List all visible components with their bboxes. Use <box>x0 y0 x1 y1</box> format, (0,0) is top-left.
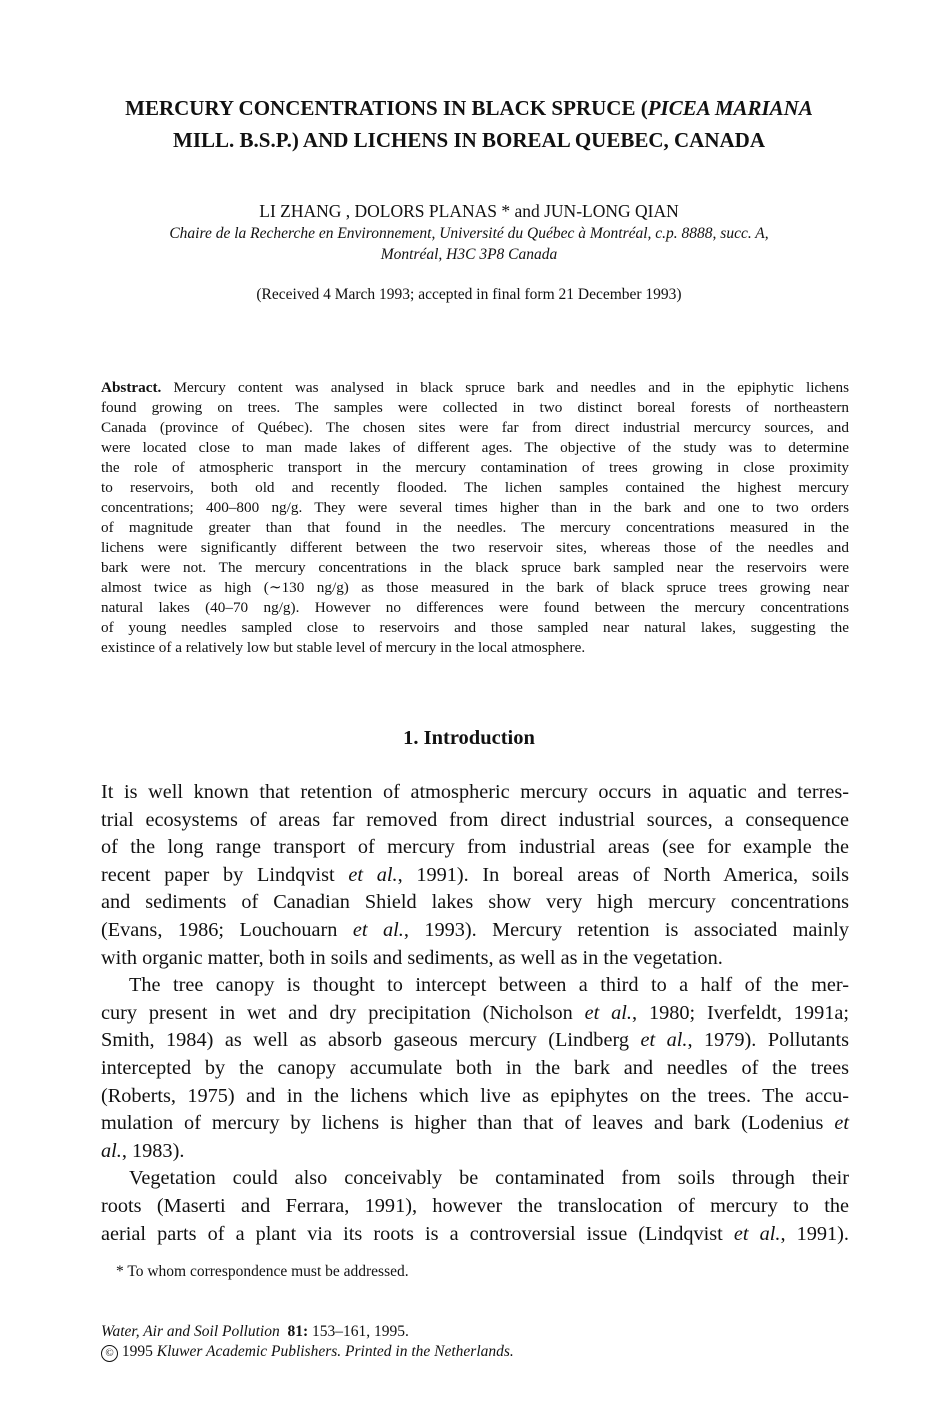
text-segment: of the long range transport of mercury from industrial areas (see for example the <box>101 836 849 859</box>
text-segment: Canada (province of Québec). The chosen sites were far from direct industrial mercurcy sources, and <box>101 419 849 436</box>
affiliation-line-1: Chaire de la Recherche en Environnement, Université du Québec à Montréal, c.p. 8888, succ. A, <box>169 225 769 242</box>
text-segment: , 1993). Mercury retention is associated mainly <box>403 918 849 941</box>
text-segment: (Evans, 1986; Louchouarn <box>101 918 353 941</box>
journal-info <box>101 1322 514 1362</box>
text-segment: et al. <box>348 863 398 886</box>
text-segment: Mercury content was analysed in black spruce bark and needles and in the epiphytic lichens <box>161 379 849 396</box>
text-segment: bark were not. The mercury concentrations in the black spruce bark sampled near the reservoirs were <box>101 559 849 576</box>
text-line <box>101 1083 849 1111</box>
text-line <box>101 1000 849 1028</box>
text-line <box>101 1027 849 1055</box>
text-segment: (Roberts, 1975) and in the lichens which live as epiphytes on the trees. The accu- <box>101 1084 849 1107</box>
text-segment: to reservoirs, both old and recently flooded. The lichen samples contained the highest mercury <box>101 479 849 496</box>
text-segment: cury present in wet and dry precipitation (Nicholson <box>101 1001 585 1024</box>
text-line <box>101 478 849 498</box>
text-segment: Vegetation could also conceivably be contaminated from soils through their <box>129 1167 849 1190</box>
text-segment: , 1991). <box>780 1222 849 1245</box>
text-segment: It is well known that retention of atmospheric mercury occurs in aquatic and terres- <box>101 781 849 803</box>
text-line <box>101 945 849 973</box>
text-line <box>101 1193 849 1221</box>
text-segment: concentrations; 400–800 ng/g. They were several times higher than in the bark and one to two orders <box>101 499 849 516</box>
text-segment: , 1991). In boreal areas of North America, soils <box>397 863 849 886</box>
text-segment: roots (Maserti and Ferrara, 1991), however the translocation of mercury to the <box>101 1194 849 1217</box>
text-segment: trial ecosystems of areas far removed from direct industrial sources, a consequence <box>101 808 849 831</box>
text-line <box>101 1055 849 1083</box>
text-segment: almost twice as high (∼130 ng/g) as those measured in the bark of black spruce trees growing near <box>101 579 849 596</box>
text-line <box>101 638 849 658</box>
text-segment: et al. <box>640 1029 688 1052</box>
title-line-1: MERCURY CONCENTRATIONS IN BLACK SPRUCE ( <box>125 96 648 120</box>
received-dates: (Received 4 March 1993; accepted in final form 21 December 1993) <box>256 286 682 303</box>
text-segment: et al. <box>584 1001 632 1024</box>
text-line <box>101 458 849 478</box>
text-line <box>101 418 849 438</box>
text-line <box>101 518 849 538</box>
text-segment: et al. <box>733 1222 781 1245</box>
text-line <box>101 862 849 890</box>
text-segment: natural lakes (40–70 ng/g). However no differences were found between the mercury concentrations <box>101 599 849 616</box>
text-segment: with organic matter, both in soils and sediments, as well as in the vegetation. <box>101 946 723 969</box>
authors: LI ZHANG , DOLORS PLANAS * and JUN-LONG QIAN <box>259 201 679 221</box>
text-segment: Abstract. <box>101 379 162 396</box>
text-segment: Smith, 1984) as well as absorb gaseous mercury (Lindberg <box>101 1029 641 1052</box>
text-line <box>101 779 849 807</box>
text-line <box>101 889 849 917</box>
text-line <box>101 598 849 618</box>
text-line <box>101 1165 849 1193</box>
affiliation <box>0 223 938 265</box>
journal-pages: 153–161, 1995. <box>308 1323 409 1340</box>
copyright-icon: © <box>101 1345 118 1362</box>
section-heading: 1. Introduction <box>403 727 535 749</box>
text-line <box>101 1221 849 1249</box>
text-line <box>101 917 849 945</box>
text-segment: al. <box>101 1139 122 1162</box>
publisher: Kluwer Academic Publishers. Printed in the Netherlands. <box>156 1343 514 1360</box>
text-line <box>101 558 849 578</box>
title-species: PICEA MARIANA <box>647 96 813 120</box>
text-segment: et <box>834 1112 849 1135</box>
text-line <box>101 972 849 1000</box>
text-segment: existince of a relatively low but stable level of mercury in the local atmosphere. <box>101 639 586 656</box>
text-line <box>101 834 849 862</box>
title-line-2: MILL. B.S.P.) AND LICHENS IN BOREAL QUEBEC, CANADA <box>173 128 765 152</box>
affiliation-line-2: Montréal, H3C 3P8 Canada <box>380 246 558 263</box>
text-segment: of young needles sampled close to reservoirs and those sampled near natural lakes, suggesting the <box>101 619 849 636</box>
text-segment: et al. <box>352 918 404 941</box>
abstract <box>101 378 849 658</box>
journal-name: Water, Air and Soil Pollution <box>101 1323 280 1340</box>
footnote: * To whom correspondence must be addressed. <box>116 1263 409 1280</box>
text-segment: and sediments of Canadian Shield lakes show very high mercury concentrations <box>101 891 849 914</box>
text-segment: intercepted by the canopy accumulate both in the bark and needles of the trees <box>101 1056 849 1079</box>
text-segment: of magnitude greater than that found in the needles. The mercury concentrations measured in the <box>101 519 849 536</box>
text-line <box>101 438 849 458</box>
text-segment: recent paper by Lindqvist <box>101 863 349 886</box>
text-segment: found growing on trees. The samples were collected in two distinct boreal forests of northeastern <box>101 399 849 416</box>
text-line <box>101 538 849 558</box>
introduction-body <box>101 779 849 1248</box>
journal-volume: 81: <box>287 1323 309 1340</box>
text-line <box>101 378 849 398</box>
text-segment: , 1980; Iverfeldt, 1991a; <box>632 1001 849 1024</box>
text-segment: , 1983). <box>121 1139 185 1162</box>
text-segment: lichens were significantly different between the two reservoir sites, whereas those of the needles and <box>101 539 849 556</box>
text-segment: the role of atmospheric transport in the mercury contamination of trees growing in close proximity <box>101 459 849 476</box>
text-line <box>101 498 849 518</box>
text-segment: mulation of mercury by lichens is higher than that of leaves and bark (Lodenius <box>101 1112 835 1135</box>
text-line <box>101 398 849 418</box>
text-line <box>101 618 849 638</box>
text-segment: , 1979). Pollutants <box>687 1029 849 1052</box>
paper-title <box>60 92 878 156</box>
copyright-year: 1995 <box>118 1343 157 1360</box>
text-segment: were located close to man made lakes of different ages. The objective of the study was to determine <box>101 439 849 456</box>
text-segment: aerial parts of a plant via its roots is a controversial issue (Lindqvist <box>101 1222 734 1245</box>
text-line <box>101 578 849 598</box>
text-line <box>101 1110 849 1138</box>
text-segment: The tree canopy is thought to intercept between a third to a half of the mer- <box>129 974 849 997</box>
text-line <box>101 807 849 835</box>
text-line <box>101 1138 849 1166</box>
